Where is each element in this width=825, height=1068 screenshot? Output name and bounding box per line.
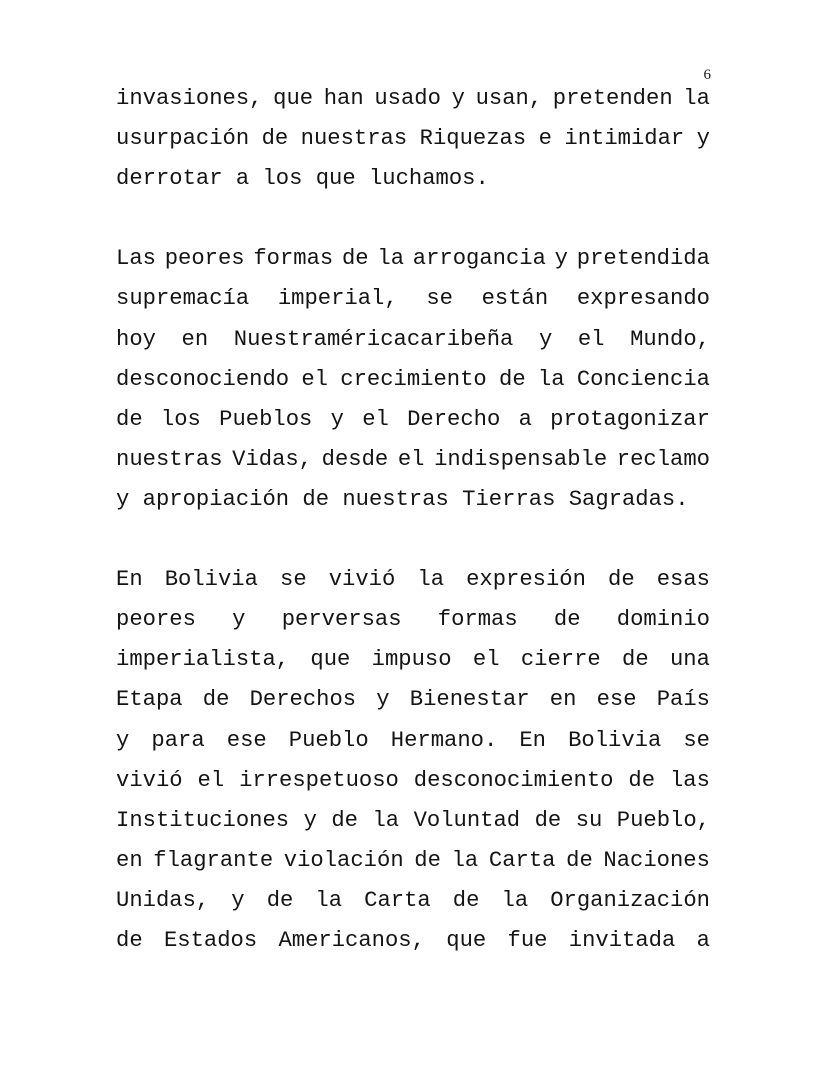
paragraph-3 bbox=[116, 560, 710, 961]
text-line: imperialista, que impuso el cierre de una bbox=[116, 647, 710, 673]
text-line: invasiones, que han usado y usan, pretenden la bbox=[116, 86, 710, 111]
text-line: vivió el irrespetuoso desconocimiento de las bbox=[116, 767, 710, 793]
paragraph-1 bbox=[116, 79, 710, 199]
text-line: peores y perversas formas de dominio bbox=[116, 607, 710, 633]
text-line: usurpación de nuestras Riquezas e intimidar y bbox=[116, 126, 710, 152]
text-line: supremacía imperial, se están expresando bbox=[116, 286, 710, 312]
page-number: 6 bbox=[703, 67, 711, 83]
text-line: de los Pueblos y el Derecho a protagonizar bbox=[116, 406, 710, 432]
text-line: desconociendo el crecimiento de la Conciencia bbox=[116, 366, 710, 392]
text-line: nuestras Vidas, desde el indispensable reclamo bbox=[116, 446, 710, 472]
text-line: derrotar a los que luchamos. bbox=[116, 166, 489, 192]
paragraph-2 bbox=[116, 239, 710, 520]
text-line: y para ese Pueblo Hermano. En Bolivia se bbox=[116, 727, 710, 753]
text-line: Unidas, y de la Carta de la Organización bbox=[116, 887, 710, 913]
text-line: de Estados Americanos, que fue invitada a bbox=[116, 927, 710, 953]
text-line: en flagrante violación de la Carta de Naciones bbox=[116, 847, 710, 873]
text-line: Las peores formas de la arrogancia y pretendida bbox=[116, 246, 710, 272]
text-line: En Bolivia se vivió la expresión de esas bbox=[116, 567, 710, 593]
text-line: Etapa de Derechos y Bienestar en ese País bbox=[116, 687, 710, 713]
text-line: y apropiación de nuestras Tierras Sagradas. bbox=[116, 486, 689, 512]
text-line: Instituciones y de la Voluntad de su Pueblo, bbox=[116, 807, 710, 833]
text-line: hoy en Nuestraméricacaribeña y el Mundo, bbox=[116, 326, 710, 352]
paragraph-gap bbox=[116, 199, 710, 239]
document-body bbox=[116, 79, 710, 961]
paragraph-gap bbox=[116, 520, 710, 560]
